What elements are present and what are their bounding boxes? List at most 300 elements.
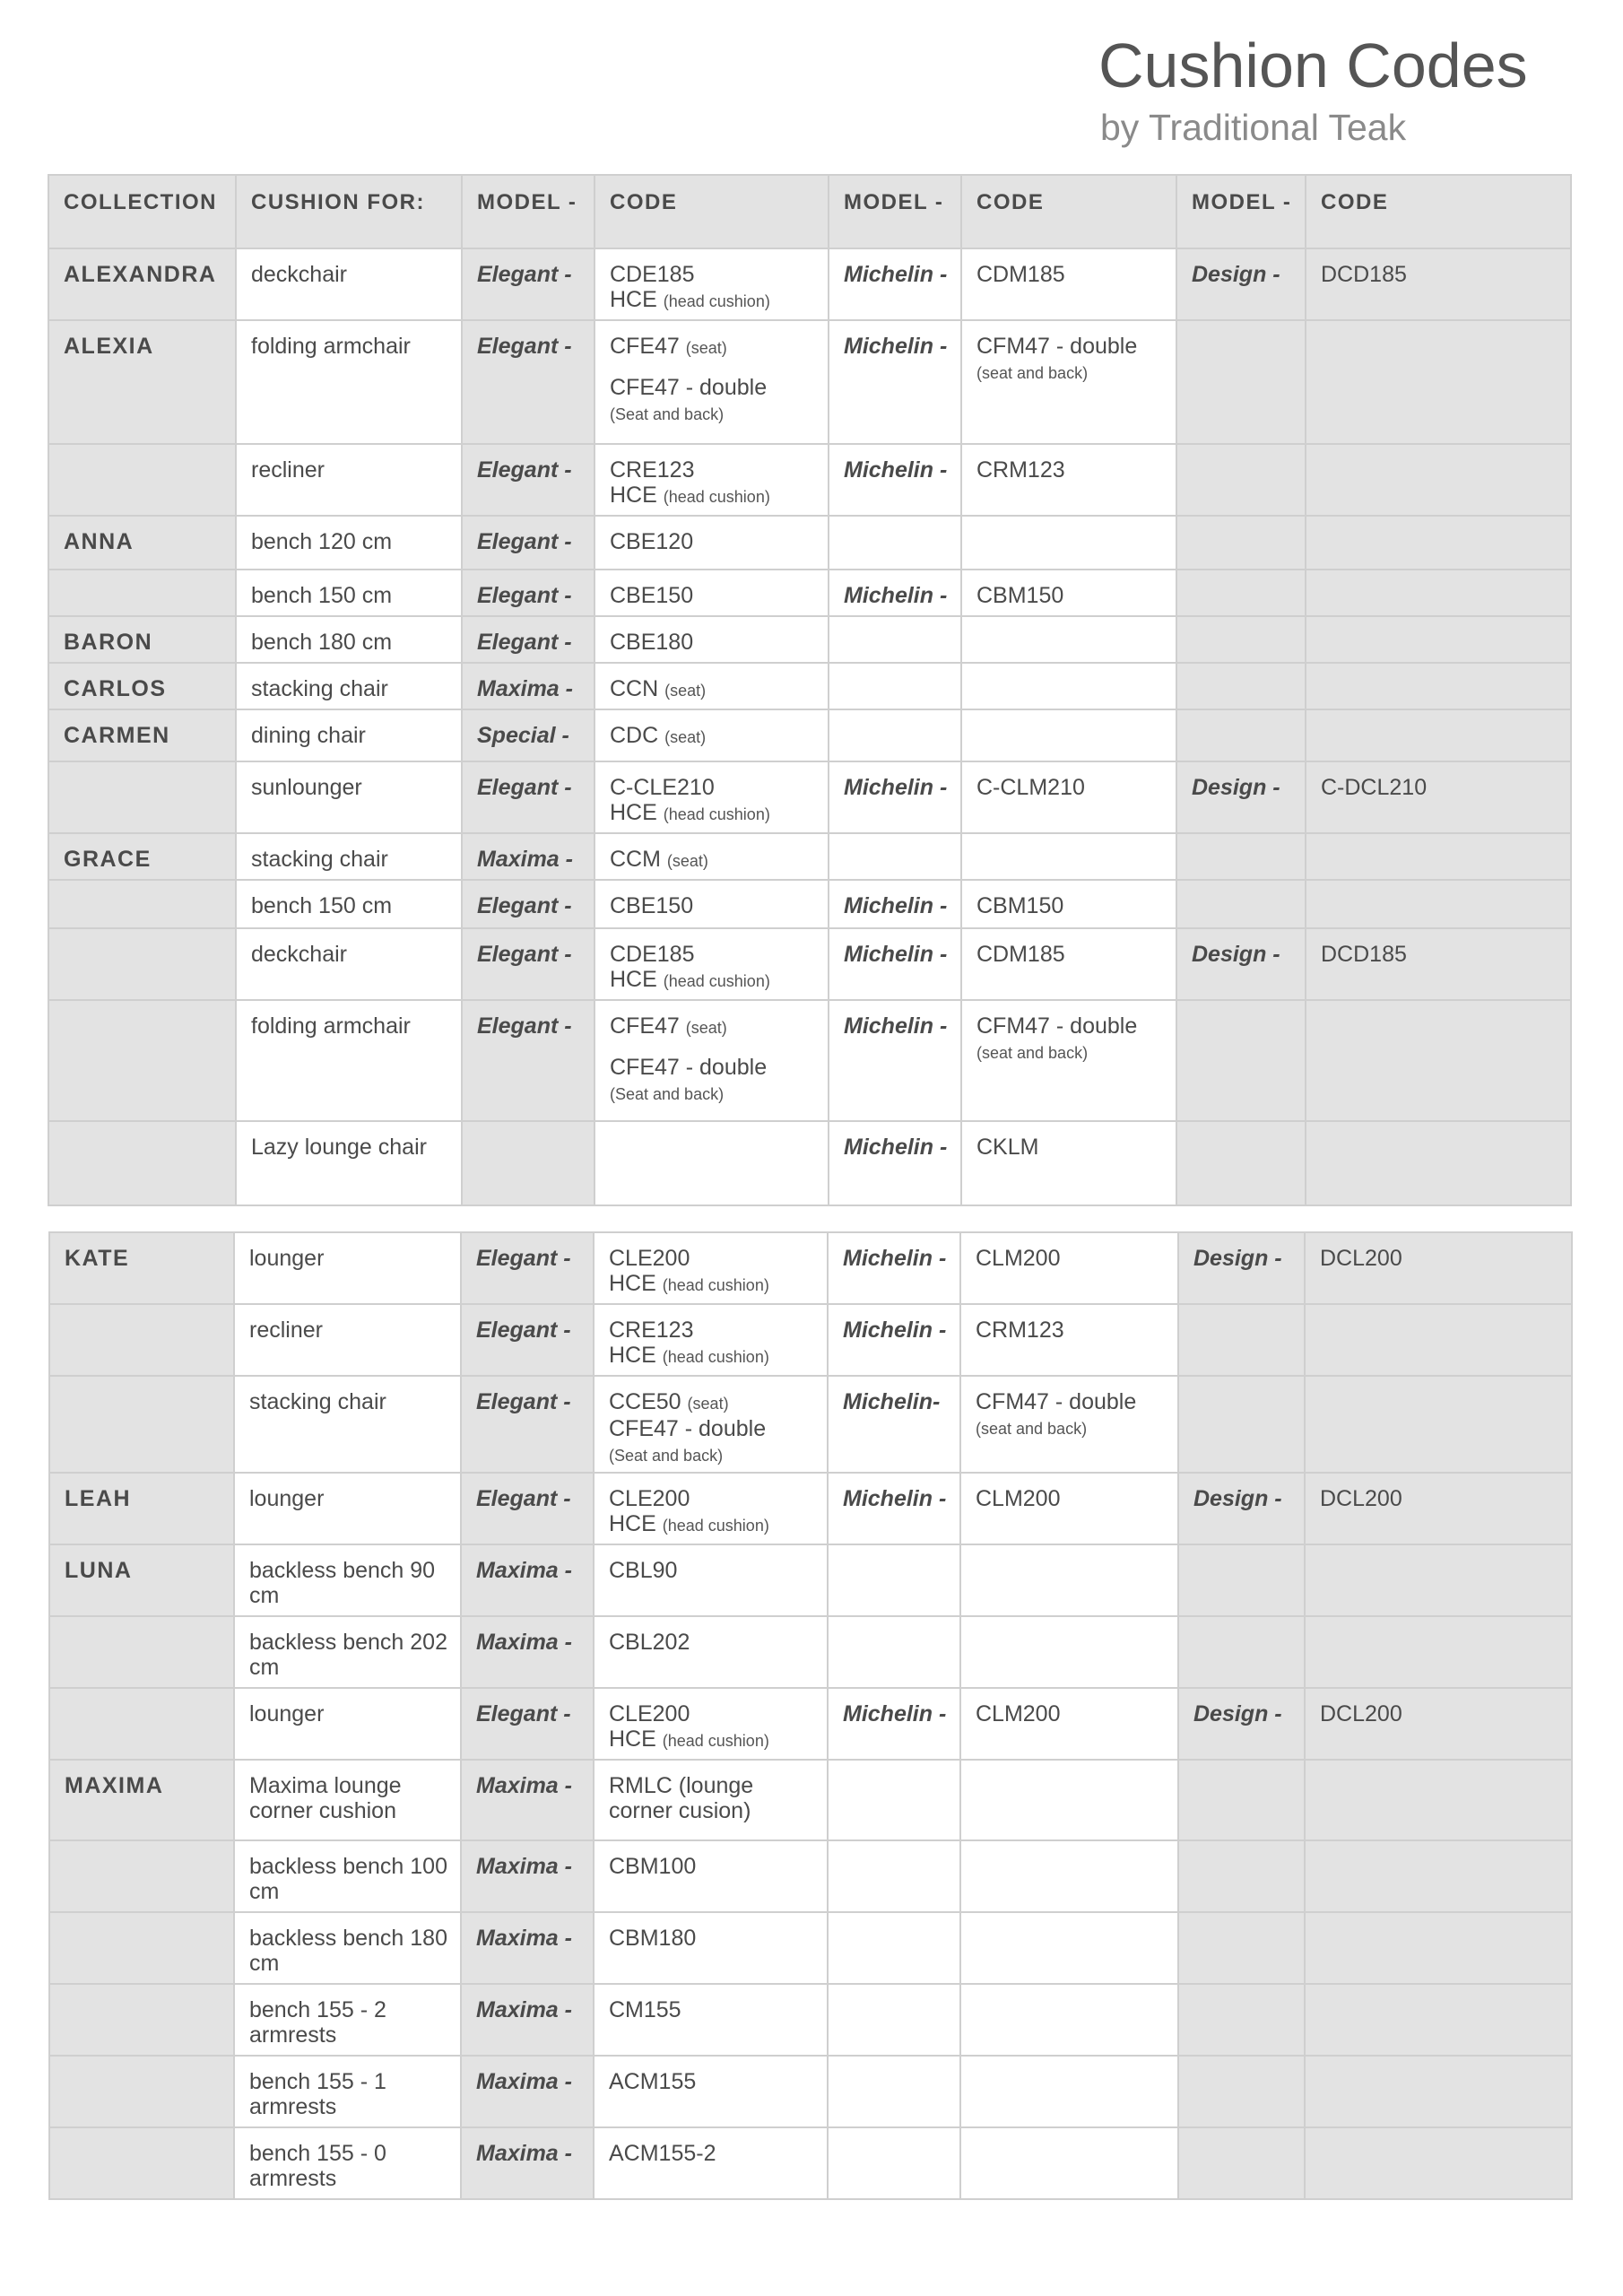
- code-line: [609, 1486, 816, 1511]
- code-text: CRM123: [976, 457, 1065, 483]
- code-line: [610, 1055, 817, 1080]
- code-cell: [961, 833, 1176, 880]
- code-line: [1321, 262, 1559, 287]
- code-text: HCE: [609, 1271, 656, 1296]
- model-cell: [829, 663, 961, 709]
- code-cell: [1305, 1232, 1572, 1304]
- code-cell: [961, 1121, 1176, 1205]
- table-row: [48, 320, 1571, 444]
- code-cell: [1306, 928, 1571, 1000]
- model-cell: Elegant -: [462, 444, 595, 516]
- code-note: (head cushion): [662, 1732, 769, 1750]
- code-cell: [595, 928, 829, 1000]
- code-text: CCE50: [609, 1389, 681, 1414]
- code-line: [976, 1039, 1165, 1065]
- code-text: ACM155: [609, 2069, 697, 2094]
- column-header: MODEL -: [829, 175, 961, 248]
- model-cell: Michelin -: [829, 928, 961, 1000]
- cushion-for-cell: stacking chair: [236, 663, 462, 709]
- collection-cell: [48, 444, 236, 516]
- code-cell: [1306, 761, 1571, 833]
- collection-cell: [49, 1688, 234, 1760]
- column-header: MODEL -: [462, 175, 595, 248]
- code-line: [976, 942, 1165, 967]
- table-row: [49, 1376, 1572, 1473]
- code-note: (Seat and back): [609, 1447, 724, 1465]
- cushion-for-cell: stacking chair: [236, 833, 462, 880]
- model-cell: Design -: [1176, 928, 1306, 1000]
- code-note: (head cushion): [662, 1348, 769, 1366]
- table-row: [49, 1473, 1572, 1544]
- code-cell: [595, 663, 829, 709]
- model-cell: [1178, 1912, 1305, 1984]
- collection-cell: [49, 1304, 234, 1376]
- code-text: CFE47 - double: [610, 1055, 768, 1080]
- code-text: RMLC (lounge: [609, 1773, 754, 1798]
- code-note: (seat): [666, 852, 708, 870]
- collection-cell: ALEXIA: [48, 320, 236, 444]
- cushion-for-cell: backless bench 100 cm: [234, 1840, 461, 1912]
- model-cell: [1178, 1304, 1305, 1376]
- code-line: [976, 1414, 1167, 1441]
- code-line: [610, 457, 817, 483]
- model-cell: Elegant -: [461, 1232, 594, 1304]
- collection-cell: ALEXANDRA: [48, 248, 236, 320]
- code-line: [610, 1013, 817, 1040]
- code-line: [976, 1318, 1167, 1343]
- model-cell: [828, 1544, 960, 1616]
- code-text: CLE200: [609, 1486, 690, 1511]
- model-cell: Michelin -: [829, 444, 961, 516]
- code-cell: [1305, 1473, 1572, 1544]
- table-row: [49, 1232, 1572, 1304]
- code-cell: [960, 2127, 1178, 2199]
- table-row: [49, 2127, 1572, 2199]
- model-cell: Elegant -: [461, 1688, 594, 1760]
- code-cell: [961, 516, 1176, 570]
- code-text: CCM: [610, 847, 661, 872]
- code-text: C-CLE210: [610, 775, 715, 800]
- model-cell: Michelin -: [829, 880, 961, 928]
- table-row: [48, 616, 1571, 663]
- code-cell: [960, 1473, 1178, 1544]
- code-cell: [960, 1688, 1178, 1760]
- code-line: [610, 529, 817, 554]
- model-cell: Maxima -: [461, 2127, 594, 2199]
- code-line: [610, 676, 817, 703]
- code-cell: [1306, 709, 1571, 761]
- table-row: [49, 2056, 1572, 2127]
- model-cell: [1176, 1121, 1306, 1205]
- model-cell: Maxima -: [462, 663, 595, 709]
- code-cell: [1306, 880, 1571, 928]
- code-note: (head cushion): [663, 292, 770, 310]
- code-line: [610, 942, 817, 967]
- model-cell: Michelin -: [829, 761, 961, 833]
- code-cell: [595, 833, 829, 880]
- code-line: [976, 1389, 1167, 1414]
- code-cell: [1306, 1000, 1571, 1121]
- model-cell: Elegant -: [462, 928, 595, 1000]
- code-text: CBE180: [610, 630, 694, 655]
- code-line: [609, 1511, 816, 1538]
- code-text: HCE: [609, 1511, 656, 1536]
- collection-cell: GRACE: [48, 833, 236, 880]
- model-cell: Maxima -: [461, 2056, 594, 2127]
- code-line: [609, 1773, 816, 1798]
- model-cell: Design -: [1178, 1232, 1305, 1304]
- model-cell: Elegant -: [462, 880, 595, 928]
- code-text: DCL200: [1320, 1701, 1402, 1726]
- code-cell: [1305, 2127, 1572, 2199]
- cushion-for-cell: backless bench 90 cm: [234, 1544, 461, 1616]
- code-cell: [1305, 1376, 1572, 1473]
- model-cell: Elegant -: [462, 761, 595, 833]
- model-cell: Michelin-: [828, 1376, 960, 1473]
- cushion-for-cell: sunlounger: [236, 761, 462, 833]
- table-row: [48, 248, 1571, 320]
- code-text: CDE185: [610, 262, 695, 287]
- code-line: [1321, 775, 1559, 800]
- code-cell: [961, 880, 1176, 928]
- code-cell: [1305, 1304, 1572, 1376]
- code-cell: [594, 1544, 828, 1616]
- model-cell: [828, 1616, 960, 1688]
- collection-cell: [48, 761, 236, 833]
- model-cell: [828, 1840, 960, 1912]
- code-text: CFE47: [610, 1013, 680, 1039]
- code-text: CBM150: [976, 583, 1064, 608]
- model-cell: Maxima -: [461, 1616, 594, 1688]
- code-cell: [595, 248, 829, 320]
- model-cell: [1176, 880, 1306, 928]
- code-text: CBM180: [609, 1926, 697, 1951]
- code-cell: [1305, 1760, 1572, 1840]
- cushion-codes-table: [48, 174, 1572, 1206]
- collection-cell: LUNA: [49, 1544, 234, 1616]
- code-line: [610, 893, 817, 918]
- table-row: [48, 928, 1571, 1000]
- code-note: (head cushion): [662, 1276, 769, 1294]
- code-text: CBE150: [610, 893, 694, 918]
- column-header: CODE: [961, 175, 1176, 248]
- model-cell: [1178, 1760, 1305, 1840]
- model-cell: [829, 516, 961, 570]
- code-line: [976, 893, 1165, 918]
- table-row: [49, 1688, 1572, 1760]
- cushion-for-cell: backless bench 202 cm: [234, 1616, 461, 1688]
- table-row: [48, 1121, 1571, 1205]
- code-cell: [961, 1000, 1176, 1121]
- code-cell: [960, 1304, 1178, 1376]
- page-subtitle: by Traditional Teak: [1100, 107, 1407, 148]
- table-row: [48, 761, 1571, 833]
- table-row: [49, 1912, 1572, 1984]
- code-text: ACM155-2: [609, 2141, 716, 2166]
- code-cell: [961, 444, 1176, 516]
- code-line: [609, 1630, 816, 1655]
- model-cell: Elegant -: [462, 320, 595, 444]
- code-cell: [960, 1984, 1178, 2056]
- code-cell: [1306, 616, 1571, 663]
- code-cell: [595, 1121, 829, 1205]
- code-line: [610, 847, 817, 874]
- cushion-for-cell: lounger: [234, 1473, 461, 1544]
- code-line: [609, 1416, 816, 1441]
- code-text: HCE: [610, 287, 657, 312]
- code-cell: [594, 1232, 828, 1304]
- code-note: (seat): [687, 1395, 729, 1413]
- model-cell: [1178, 1544, 1305, 1616]
- code-line: [610, 967, 817, 994]
- cushion-for-cell: bench 155 - 2 armrests: [234, 1984, 461, 2056]
- code-note: (seat): [664, 728, 707, 746]
- collection-cell: [49, 1984, 234, 2056]
- model-cell: Maxima -: [461, 1544, 594, 1616]
- model-cell: Michelin -: [828, 1688, 960, 1760]
- model-cell: Maxima -: [461, 1912, 594, 1984]
- code-text: CBE120: [610, 529, 694, 554]
- code-text: DCD185: [1321, 262, 1407, 287]
- cushion-codes-table-continued: [48, 1231, 1573, 2200]
- collection-cell: [49, 2056, 234, 2127]
- model-cell: [828, 2056, 960, 2127]
- model-cell: [1178, 1616, 1305, 1688]
- collection-cell: [49, 1616, 234, 1688]
- collection-cell: [48, 880, 236, 928]
- code-line: [609, 1997, 816, 2022]
- code-note: (seat): [685, 339, 727, 357]
- collection-cell: MAXIMA: [49, 1760, 234, 1840]
- code-cell: [1306, 833, 1571, 880]
- table-row: [49, 1840, 1572, 1912]
- code-text: CM155: [609, 1997, 681, 2022]
- page-title: Cushion Codes: [1098, 30, 1528, 100]
- table-row: [48, 880, 1571, 928]
- collection-cell: LEAH: [49, 1473, 234, 1544]
- cushion-for-cell: backless bench 180 cm: [234, 1912, 461, 1984]
- code-cell: [1305, 1688, 1572, 1760]
- cushion-for-cell: folding armchair: [236, 320, 462, 444]
- code-cell: [595, 709, 829, 761]
- code-text: CLM200: [976, 1486, 1061, 1511]
- collection-cell: [49, 2127, 234, 2199]
- code-cell: [595, 444, 829, 516]
- code-cell: [1306, 516, 1571, 570]
- code-text: CDM185: [976, 262, 1065, 287]
- code-cell: [594, 1760, 828, 1840]
- model-cell: Maxima -: [461, 1984, 594, 2056]
- code-line: [609, 1926, 816, 1951]
- cushion-for-cell: lounger: [234, 1232, 461, 1304]
- code-note: (seat): [685, 1019, 727, 1037]
- model-cell: Elegant -: [461, 1376, 594, 1473]
- code-cell: [961, 248, 1176, 320]
- model-cell: Maxima -: [462, 833, 595, 880]
- model-cell: [1178, 1376, 1305, 1473]
- code-line: [976, 1486, 1167, 1511]
- column-header: MODEL -: [1176, 175, 1306, 248]
- code-cell: [960, 1232, 1178, 1304]
- code-line: [1321, 942, 1559, 967]
- code-spacer: [610, 361, 817, 375]
- code-line: [976, 775, 1165, 800]
- model-cell: [829, 616, 961, 663]
- code-line: [610, 1080, 817, 1107]
- code-note: (head cushion): [663, 805, 770, 823]
- code-line: [609, 1343, 816, 1370]
- code-cell: [960, 1912, 1178, 1984]
- model-cell: [828, 1984, 960, 2056]
- cushion-for-cell: bench 150 cm: [236, 880, 462, 928]
- table-row: [48, 663, 1571, 709]
- table-row: [49, 1616, 1572, 1688]
- cushion-for-cell: folding armchair: [236, 1000, 462, 1121]
- code-cell: [1305, 1840, 1572, 1912]
- code-cell: [961, 761, 1176, 833]
- model-cell: Michelin -: [828, 1304, 960, 1376]
- code-cell: [594, 1473, 828, 1544]
- code-line: [609, 1441, 816, 1468]
- cushion-for-cell: recliner: [236, 444, 462, 516]
- code-cell: [1306, 570, 1571, 616]
- code-text: CRM123: [976, 1318, 1064, 1343]
- model-cell: [1178, 1840, 1305, 1912]
- code-text: corner cusion): [609, 1798, 751, 1823]
- code-line: [609, 1726, 816, 1753]
- code-note: (seat and back): [976, 1420, 1088, 1438]
- model-cell: Michelin -: [829, 570, 961, 616]
- model-cell: Elegant -: [462, 1000, 595, 1121]
- code-note: (seat): [664, 682, 707, 700]
- collection-cell: BARON: [48, 616, 236, 663]
- collection-cell: [48, 1121, 236, 1205]
- collection-cell: [48, 570, 236, 616]
- code-cell: [961, 570, 1176, 616]
- code-cell: [961, 663, 1176, 709]
- code-text: CCN: [610, 676, 659, 701]
- code-line: [610, 583, 817, 608]
- code-cell: [595, 320, 829, 444]
- code-line: [609, 1558, 816, 1583]
- model-cell: Design -: [1176, 761, 1306, 833]
- code-line: [609, 1798, 816, 1823]
- code-text: CFM47 - double: [976, 334, 1138, 359]
- model-cell: [1176, 709, 1306, 761]
- code-note: (head cushion): [663, 488, 770, 506]
- code-line: [609, 1389, 816, 1416]
- column-header: CUSHION FOR:: [236, 175, 462, 248]
- code-line: [976, 1135, 1165, 1160]
- code-text: DCL200: [1320, 1486, 1402, 1511]
- code-line: [976, 334, 1165, 359]
- model-cell: [829, 709, 961, 761]
- code-cell: [1306, 248, 1571, 320]
- cushion-for-cell: lounger: [234, 1688, 461, 1760]
- code-text: CBM100: [609, 1854, 697, 1879]
- model-cell: Michelin -: [829, 1121, 961, 1205]
- code-text: CRE123: [610, 457, 695, 483]
- code-cell: [594, 1376, 828, 1473]
- table-row: [48, 709, 1571, 761]
- code-cell: [594, 2056, 828, 2127]
- code-line: [609, 2141, 816, 2166]
- cushion-for-cell: recliner: [234, 1304, 461, 1376]
- code-line: [609, 1271, 816, 1298]
- collection-cell: [49, 1840, 234, 1912]
- code-text: CFM47 - double: [976, 1013, 1138, 1039]
- code-line: [609, 1854, 816, 1879]
- code-text: CFE47 - double: [609, 1416, 767, 1441]
- code-text: CDM185: [976, 942, 1065, 967]
- collection-cell: [48, 1000, 236, 1121]
- code-line: [610, 334, 817, 361]
- table-row: [49, 1304, 1572, 1376]
- code-line: [609, 2069, 816, 2094]
- code-line: [976, 262, 1165, 287]
- code-text: CFM47 - double: [976, 1389, 1137, 1414]
- code-line: [1320, 1246, 1560, 1271]
- cushion-for-cell: deckchair: [236, 928, 462, 1000]
- code-line: [610, 287, 817, 314]
- code-line: [1320, 1701, 1560, 1726]
- code-text: CLE200: [609, 1246, 690, 1271]
- model-cell: [828, 2127, 960, 2199]
- code-cell: [595, 761, 829, 833]
- table-row: [49, 1984, 1572, 2056]
- model-cell: Michelin -: [829, 1000, 961, 1121]
- code-line: [610, 262, 817, 287]
- code-note: (Seat and back): [610, 1085, 725, 1103]
- code-cell: [594, 2127, 828, 2199]
- column-header: COLLECTION: [48, 175, 236, 248]
- code-text: DCD185: [1321, 942, 1407, 967]
- code-note: (seat and back): [976, 364, 1089, 382]
- code-cell: [595, 516, 829, 570]
- table-row: [48, 570, 1571, 616]
- code-line: [609, 1701, 816, 1726]
- model-cell: Design -: [1178, 1688, 1305, 1760]
- table-row: [48, 444, 1571, 516]
- collection-cell: KATE: [49, 1232, 234, 1304]
- code-cell: [961, 928, 1176, 1000]
- code-line: [609, 1246, 816, 1271]
- code-cell: [960, 1840, 1178, 1912]
- code-note: (head cushion): [662, 1517, 769, 1535]
- collection-cell: [48, 928, 236, 1000]
- cushion-for-cell: stacking chair: [234, 1376, 461, 1473]
- code-cell: [595, 880, 829, 928]
- model-cell: [1176, 570, 1306, 616]
- code-text: CDE185: [610, 942, 695, 967]
- model-cell: Elegant -: [461, 1304, 594, 1376]
- code-line: [976, 583, 1165, 608]
- code-cell: [595, 1000, 829, 1121]
- model-cell: [1176, 320, 1306, 444]
- code-line: [609, 1318, 816, 1343]
- code-line: [610, 375, 817, 400]
- code-text: CBL90: [609, 1558, 678, 1583]
- code-text: HCE: [609, 1726, 656, 1752]
- cushion-for-cell: deckchair: [236, 248, 462, 320]
- model-cell: Design -: [1176, 248, 1306, 320]
- code-cell: [961, 709, 1176, 761]
- code-line: [610, 400, 817, 427]
- code-text: CBM150: [976, 893, 1064, 918]
- code-cell: [1306, 663, 1571, 709]
- code-note: (seat and back): [976, 1044, 1089, 1062]
- code-line: [610, 630, 817, 655]
